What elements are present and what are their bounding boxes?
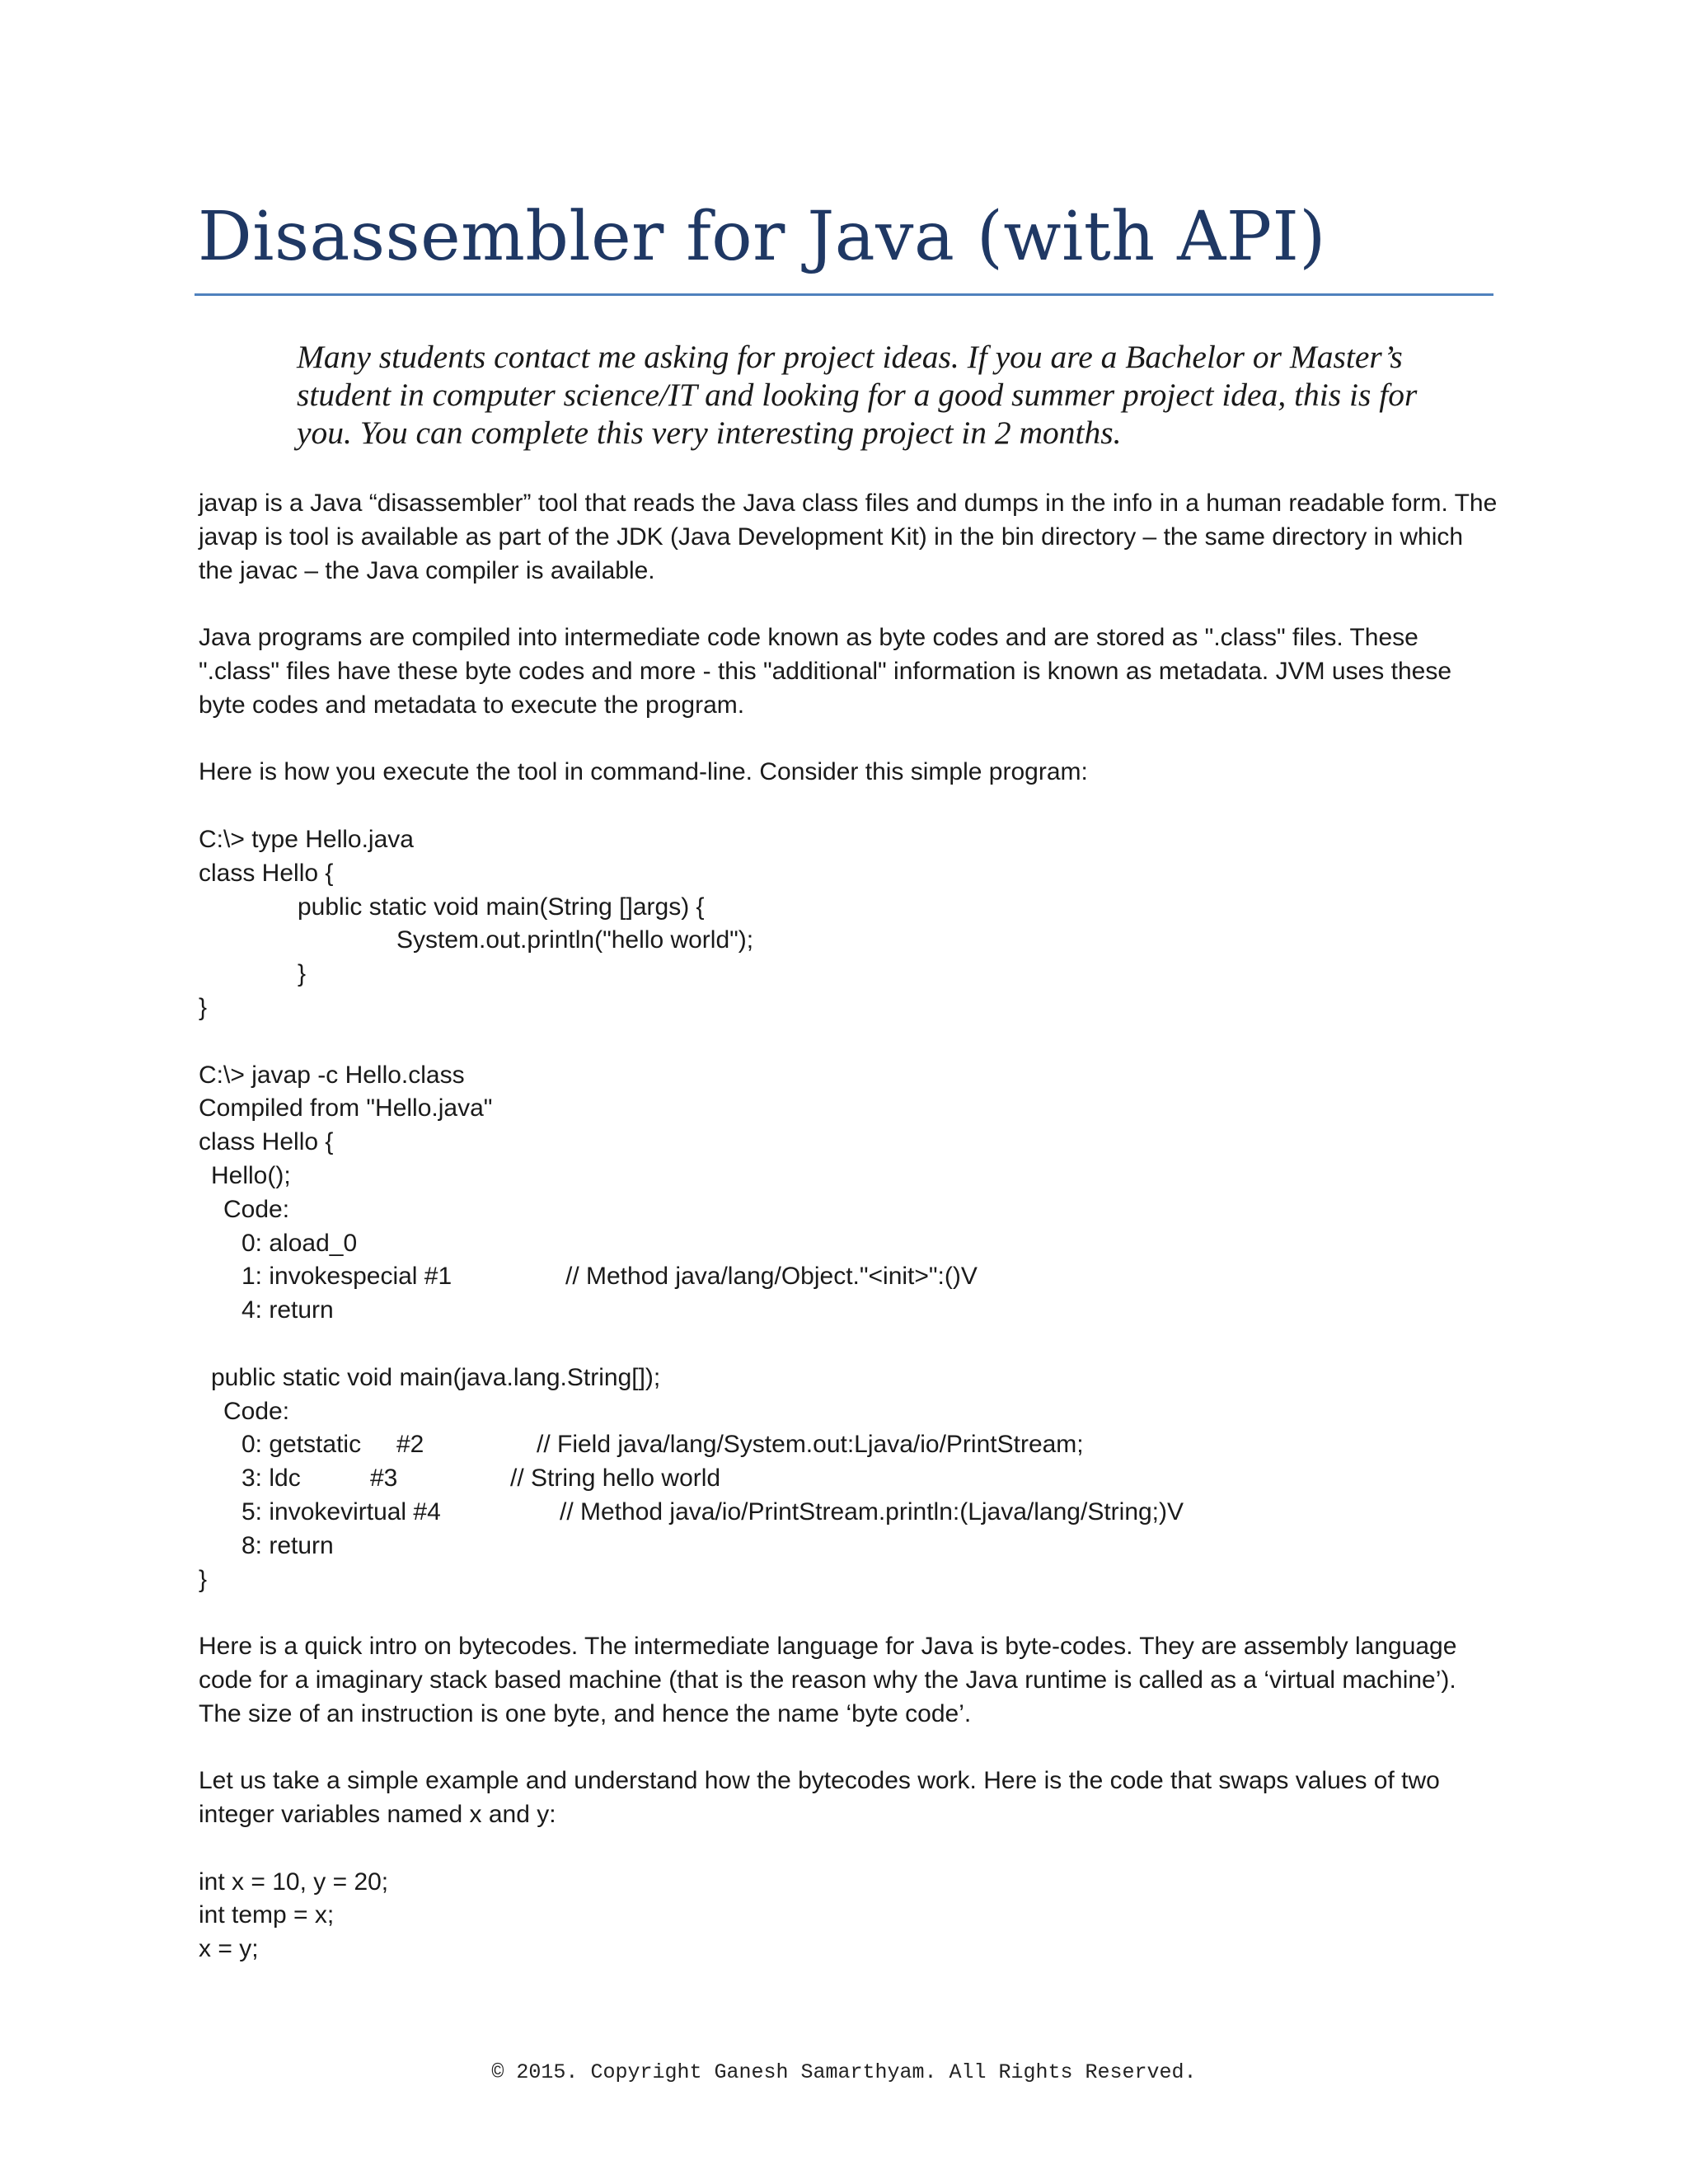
code-text: int temp = x; xyxy=(199,1901,335,1929)
code-line xyxy=(199,1866,1501,1900)
code-line xyxy=(199,958,1501,991)
code-text: C:\> javap -c Hello.class xyxy=(199,1061,465,1089)
intro-quote: Many students contact me asking for project ideas. If you are a Bachelor or Master’s student in computer science/IT and looking for a good summer project idea, this is for you. You can complete this very interesting project in 2 months. xyxy=(297,339,1418,451)
code-line xyxy=(199,924,1501,958)
code-line xyxy=(199,1092,1501,1126)
paragraph-bytecode-metadata: Java programs are compiled into intermediate code known as byte codes and are stored as ".class" files. These ".class" files have these byte codes and more - this "additional" information is known as metadata. JVM uses these byte codes and metadata to execute the program. xyxy=(199,624,1452,719)
code-text: 0: aload_0 xyxy=(241,1229,358,1257)
code-comment: // String hello world xyxy=(510,1465,721,1493)
code-operand: #2 xyxy=(396,1431,424,1459)
code-line xyxy=(199,1428,1501,1462)
code-line xyxy=(199,857,1501,891)
code-line xyxy=(199,1361,1501,1395)
code-text: class Hello { xyxy=(199,1128,334,1156)
code-block-swap xyxy=(199,1866,1501,1966)
code-comment: // Field java/lang/System.out:Ljava/io/PrintStream; xyxy=(537,1431,1084,1459)
code-line xyxy=(199,1899,1501,1933)
page-title: Disassembler for Java (with API) xyxy=(198,198,1326,276)
code-text: public static void main(java.lang.String[]); xyxy=(211,1363,661,1391)
copyright-footer: © 2015. Copyright Ganesh Samarthyam. All Rights Reserved. xyxy=(491,2060,1197,2084)
code-line xyxy=(199,1496,1501,1530)
code-text: 3: ldc xyxy=(241,1465,301,1493)
code-text: Compiled from "Hello.java" xyxy=(199,1094,493,1122)
code-text: } xyxy=(199,993,208,1021)
code-line xyxy=(199,1933,1501,1966)
body-text xyxy=(199,487,1501,2000)
code-text: } xyxy=(199,1565,208,1593)
code-text: 4: return xyxy=(241,1296,334,1324)
code-line xyxy=(199,1530,1501,1563)
paragraph-bytecodes-intro: Here is a quick intro on bytecodes. The intermediate language for Java is byte-codes. They are assembly language code for a imaginary stack based machine (that is the reason why the Java runtime is called as a ‘virtual machine’). The size of an instruction is one byte, and hence the name ‘byte code’. xyxy=(199,1633,1457,1727)
code-text: public static void main(String []args) { xyxy=(298,893,705,921)
code-line xyxy=(199,1160,1501,1193)
code-line xyxy=(199,1462,1501,1496)
title-divider xyxy=(195,293,1493,296)
paragraph-swap-example: Let us take a simple example and understand how the bytecodes work. Here is the code that swaps values of two integer variables named x and y: xyxy=(199,1767,1440,1829)
code-line xyxy=(199,1126,1501,1160)
paragraph-command-line: Here is how you execute the tool in command-line. Consider this simple program: xyxy=(199,758,1088,786)
code-line xyxy=(199,823,1501,857)
code-text: 5: invokevirtual #4 xyxy=(241,1497,441,1526)
code-text: System.out.println("hello world"); xyxy=(396,926,754,954)
code-line xyxy=(199,991,1501,1025)
code-text: } xyxy=(298,960,307,988)
code-text: 1: invokespecial #1 xyxy=(241,1263,452,1291)
code-text: C:\> type Hello.java xyxy=(199,825,414,853)
code-line xyxy=(199,1328,1501,1361)
code-block-javap-output xyxy=(199,1059,1501,1597)
code-text: Hello(); xyxy=(211,1161,291,1189)
code-text: x = y; xyxy=(199,1935,259,1963)
code-line xyxy=(199,1395,1501,1429)
code-text: int x = 10, y = 20; xyxy=(199,1868,389,1896)
code-line xyxy=(199,1563,1501,1597)
code-text: Code: xyxy=(223,1397,290,1425)
paragraph-javap-intro: javap is a Java “disassembler” tool that reads the Java class files and dumps in the info in a human readable form. The javap is tool is available as part of the JDK (Java Development Kit) in the bin directory – the same directory in which the javac – the Java compiler is available. xyxy=(199,490,1498,584)
code-line xyxy=(199,1227,1501,1261)
code-text: Code: xyxy=(223,1195,290,1223)
code-line xyxy=(199,891,1501,925)
code-comment: // Method java/io/PrintStream.println:(Ljava/lang/String;)V xyxy=(560,1497,1184,1526)
code-line xyxy=(199,1193,1501,1227)
code-comment: // Method java/lang/Object."<init>":()V xyxy=(565,1263,978,1291)
code-line xyxy=(199,1059,1501,1093)
code-text: class Hello { xyxy=(199,859,334,887)
code-block-hello-java xyxy=(199,823,1501,1025)
code-text: 8: return xyxy=(241,1531,334,1559)
code-text: 0: getstatic xyxy=(241,1431,362,1459)
code-line xyxy=(199,1294,1501,1328)
code-operand: #3 xyxy=(370,1465,398,1493)
code-line xyxy=(199,1260,1501,1294)
